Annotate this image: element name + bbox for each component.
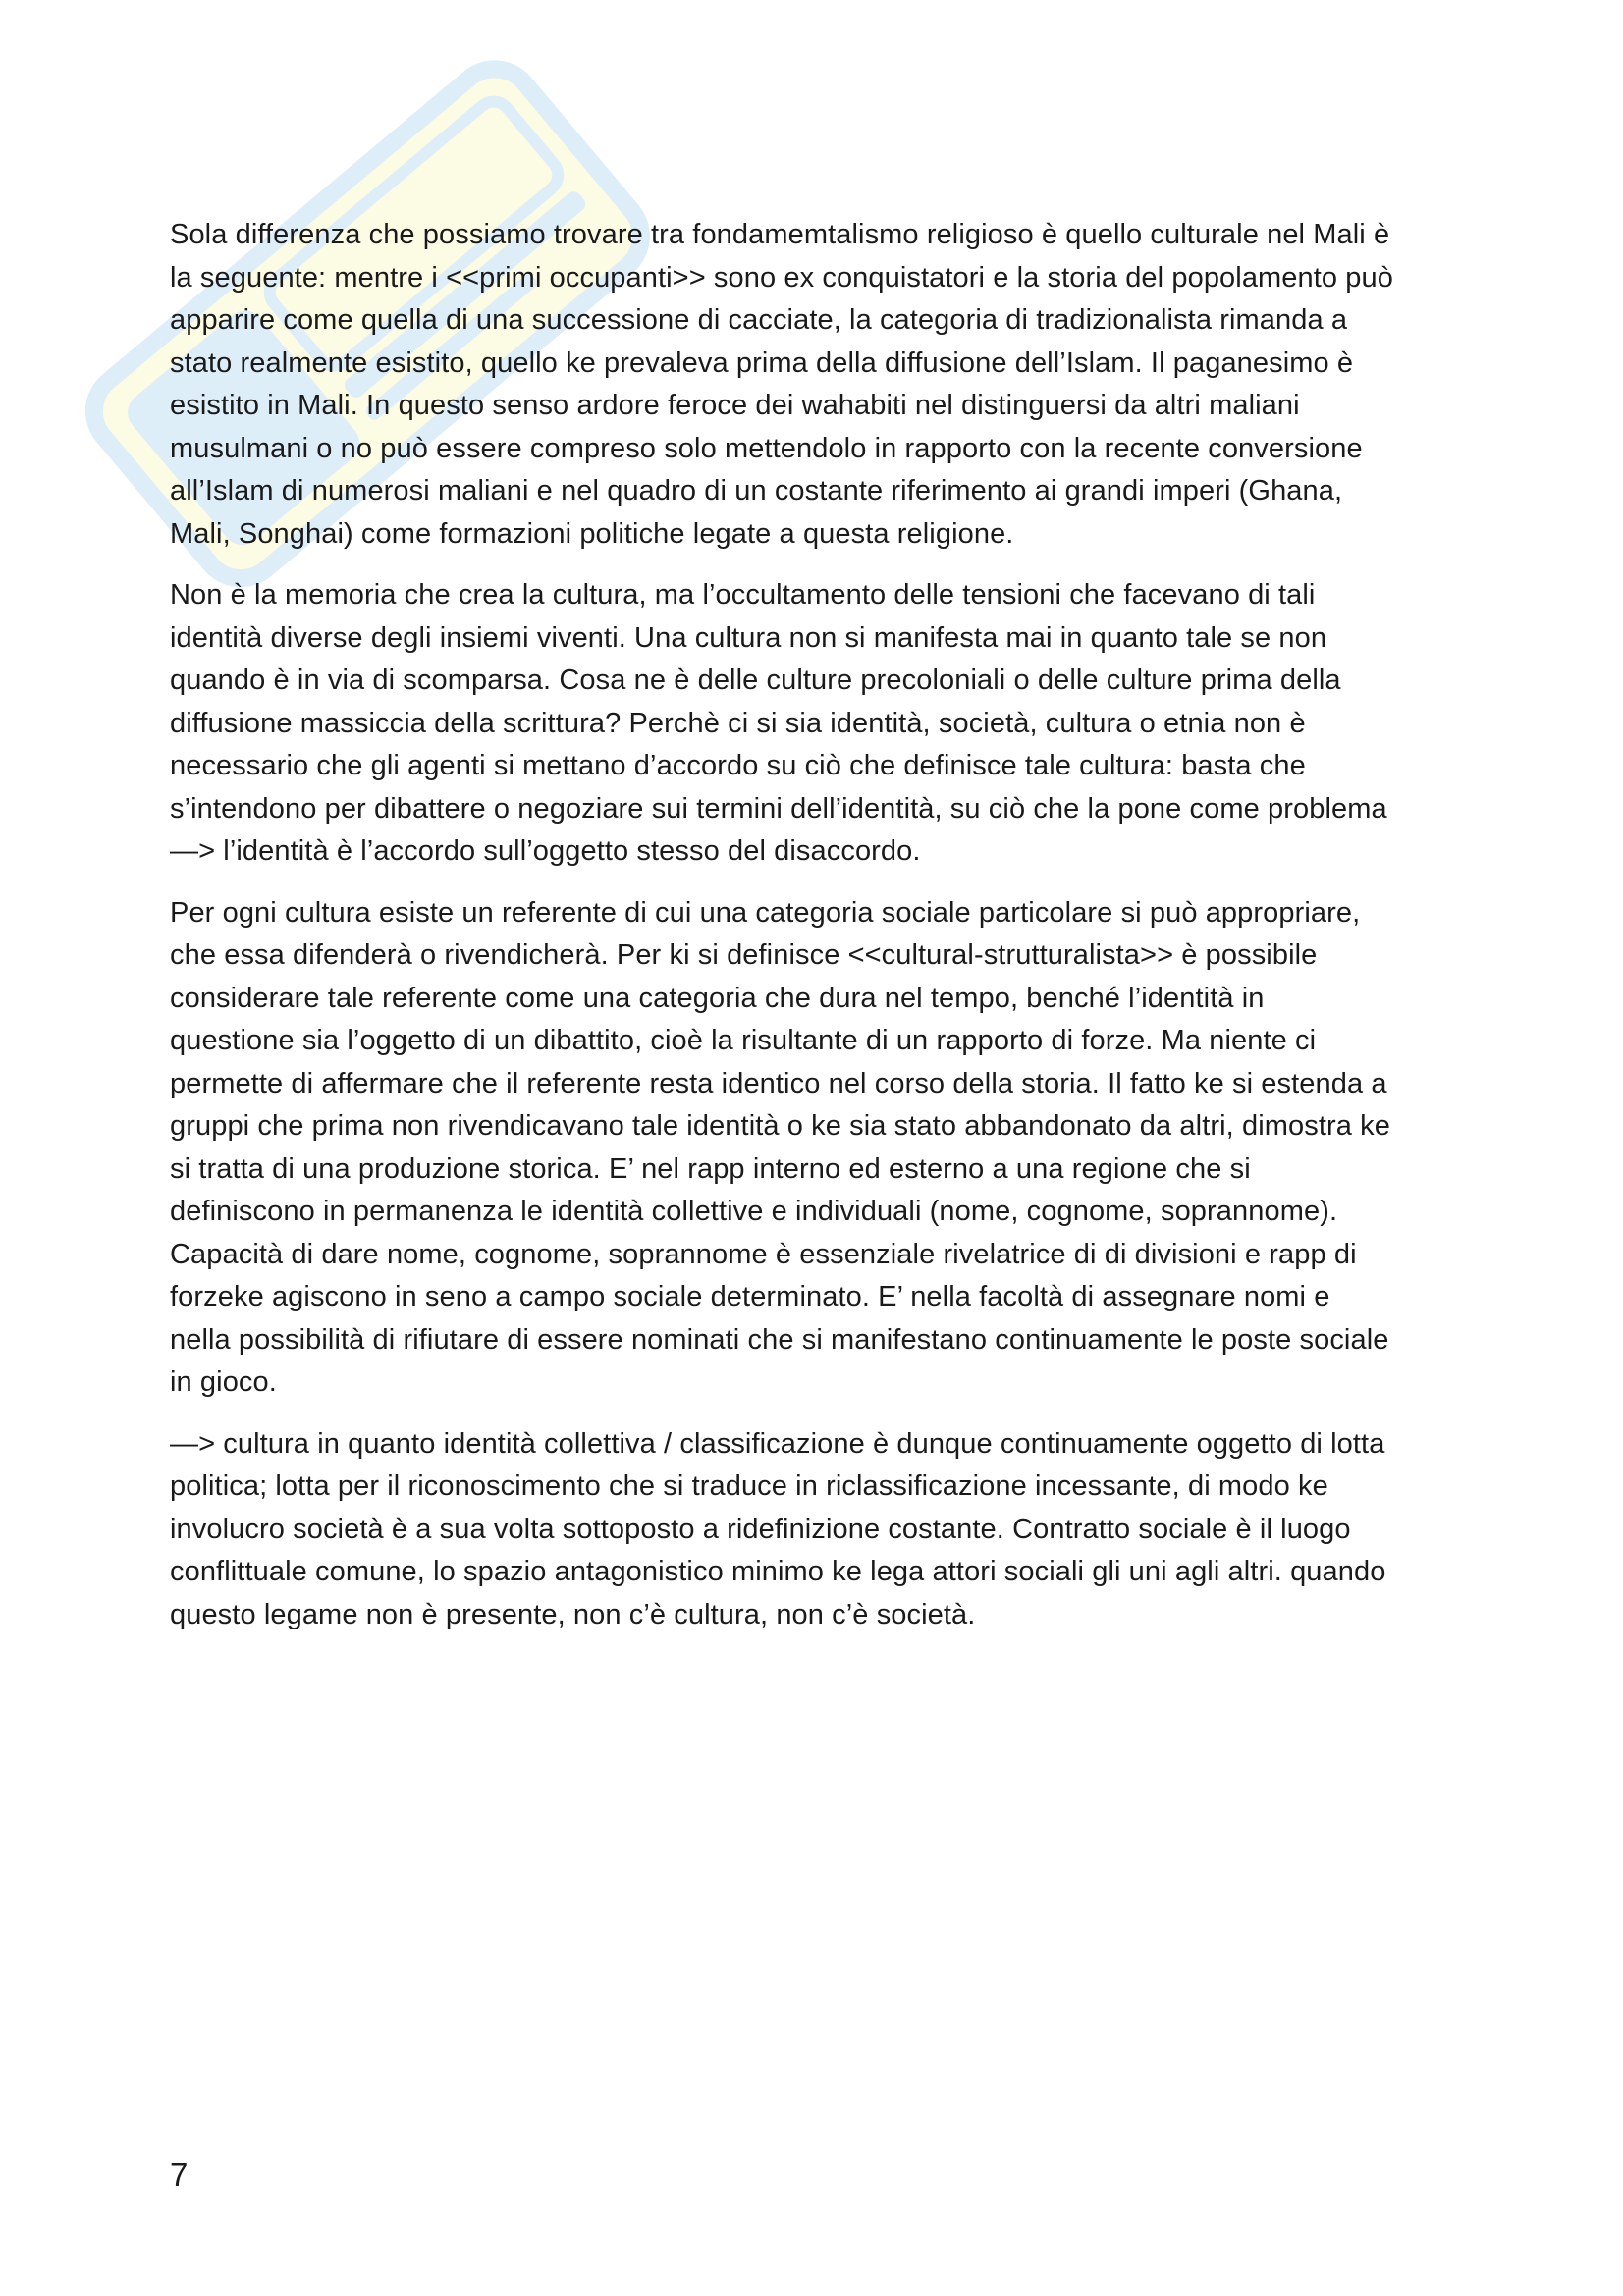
document-body — [170, 214, 1466, 1655]
paragraph-1: Sola differenza che possiamo trovare tra fondamemtalismo religioso è quello culturale nel Mali è la seguente: mentre i <<primi occupanti>> sono ex conquistatori e la storia del popolamento può apparire come quella di una successione di cacciate, la categoria di tradizionalista rimanda a stato realmente esistito, quello ke prevaleva prima della diffusione dell’Islam. Il paganesimo è esistito in Mali. In questo senso ardore feroce dei wahabiti nel distinguersi da altri maliani musulmani o no può essere compreso solo mettendolo in rapporto con la recente conversione all’Islam di numerosi maliani e nel quadro di un costante riferimento ai grandi imperi (Ghana, Mali, Songhai) come formazioni politiche legate a questa religione. — [170, 219, 1393, 550]
paragraph-3: Per ogni cultura esiste un referente di cui una categoria sociale particolare si può appropriare, che essa difenderà o rivendicherà. Per ki si definisce <<cultural-strutturalista>> è possibile considerare tale referente come una categoria che dura nel tempo, benché l’identità in questione sia l’oggetto di un dibattito, cioè la risultante di un rapporto di forze. Ma niente ci permette di affermare che il referente resta identico nel corso della storia. Il fatto ke si estenda a gruppi che prima non rivendicavano tale identità o ke sia stato abbandonato da altri, dimostra ke si tratta di una produzione storica. E’ nel rapp interno ed esterno a una regione che si definiscono in permanenza le identità collettive e individuali (nome, cognome, soprannome). Capacità di dare nome, cognome, soprannome è essenziale rivelatrice di di divisioni e rapp di forzeke agiscono in seno a campo sociale determinato. E’ nella facoltà di assegnare nomi e nella possibilità di rifiutare di essere nominati che si manifestano continuamente le poste sociale in gioco. — [170, 896, 1390, 1398]
paragraph-4: —> cultura in quanto identità collettiva / classificazione è dunque continuamente oggetto di lotta politica; lotta per il riconoscimento che si traduce in riclassificazione incessante, di modo ke involucro società è a sua volta sottoposto a ridefinizione costante. Contratto sociale è il luogo conflittuale comune, lo spazio antagonistico minimo ke lega attori sociali gli uni agli altri. quando questo legame non è presente, non c’è cultura, non c’è società. — [170, 1427, 1386, 1630]
paragraph-2: Non è la memoria che crea la cultura, ma l’occultamento delle tensioni che facevano di tali identità diverse degli insiemi viventi. Una cultura non si manifesta mai in quanto tale se non quando è in via di scomparsa. Cosa ne è delle culture precoloniali o delle culture prima della diffusione massiccia della scrittura? Perchè ci si sia identità, società, cultura o etnia non è necessario che gli agenti si mettano d’accordo su ciò che definisce tale cultura: basta che s’intendono per dibattere o negoziare sui termini dell’identità, su ciò che la pone come problema —> l’identità è l’accordo sull’oggetto stesso del disaccordo. — [170, 579, 1387, 867]
page-number: 7 — [170, 2157, 189, 2193]
